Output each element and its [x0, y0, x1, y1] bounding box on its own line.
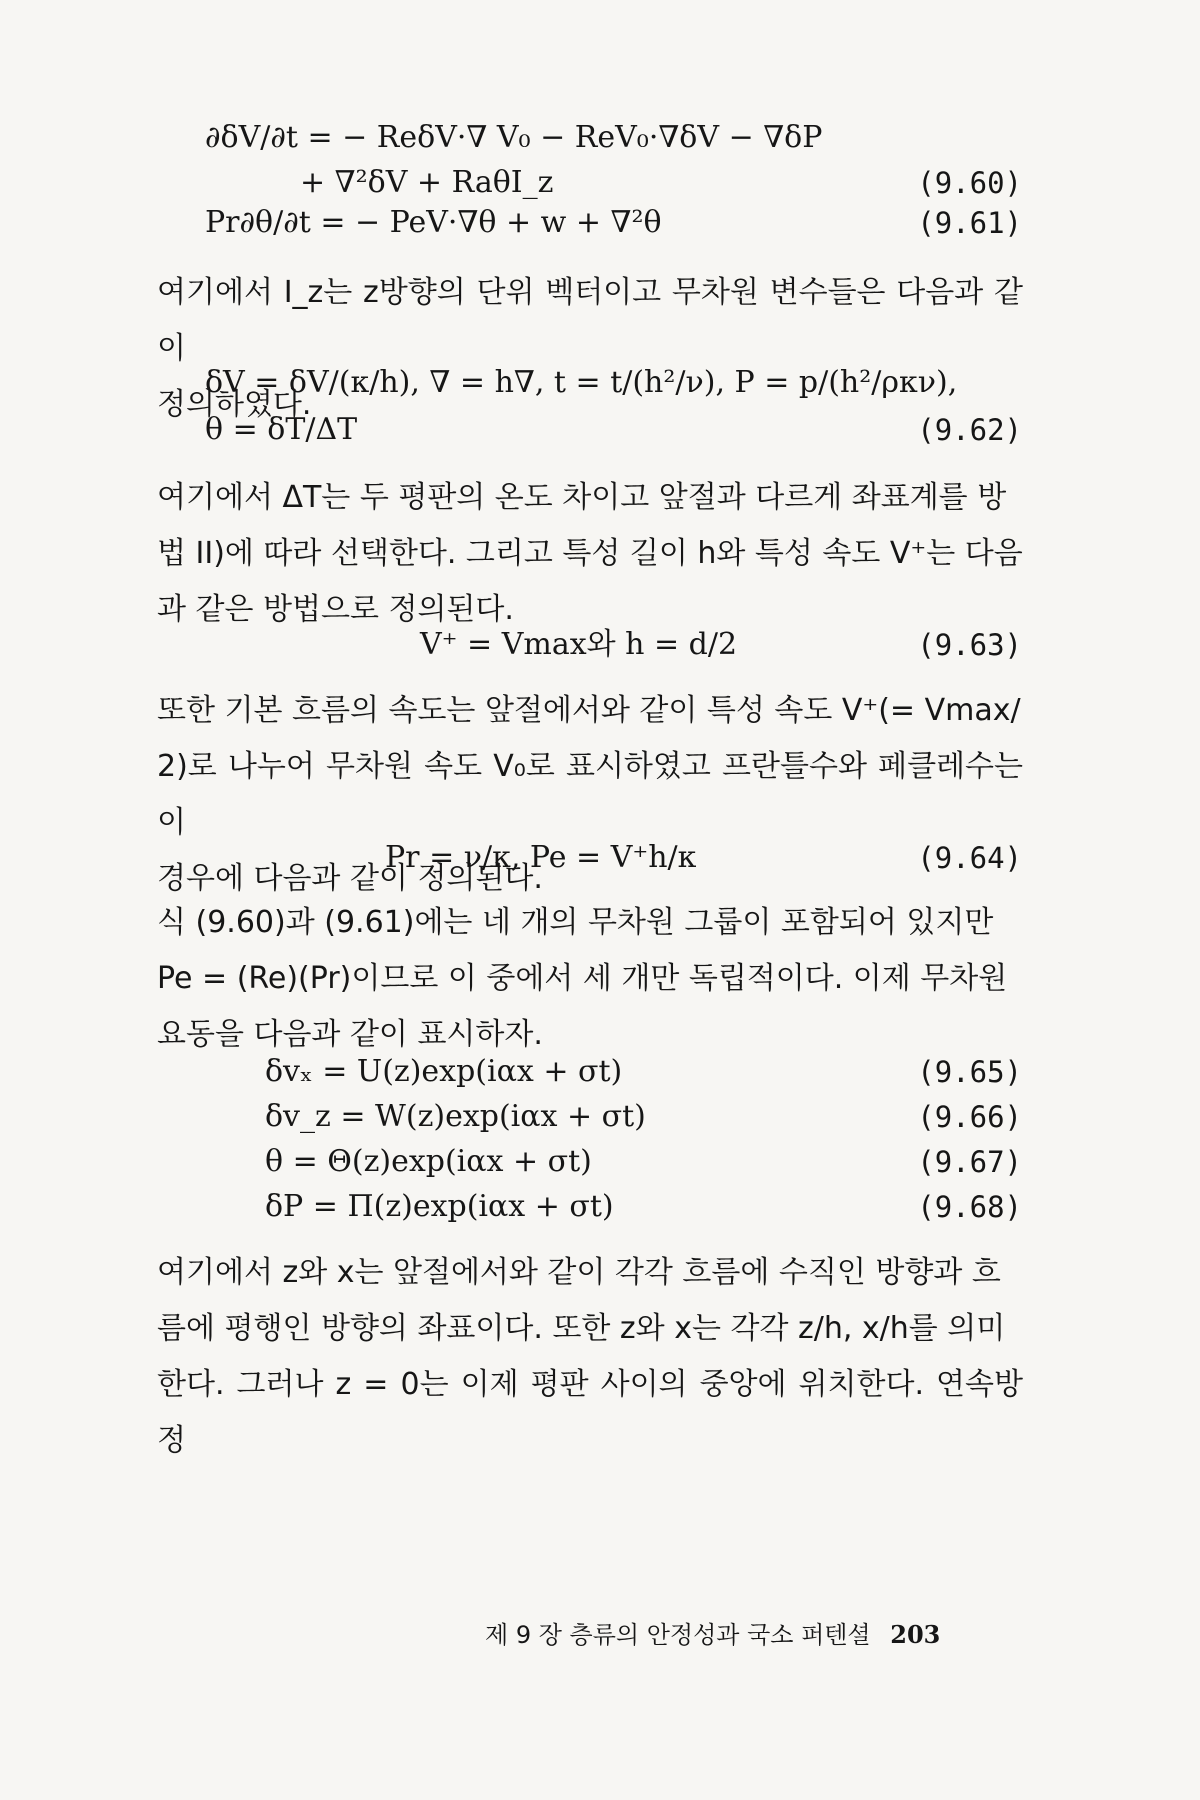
paragraph-line: 여기에서 I_z는 z방향의 단위 벡터이고 무차원 변수들은 다음과 같이	[157, 275, 1023, 366]
equation-9-60-line2: + ∇²δV + RaθI_z	[300, 165, 554, 200]
paragraph-line: Pe = (Re)(Pr)이므로 이 중에서 세 개만 독립적이다. 이제 무차원	[157, 961, 1008, 996]
paragraph-line: 여기에서 ΔT는 두 평판의 온도 차이고 앞절과 다르게 좌표계를 방	[157, 480, 1007, 515]
paragraph-2	[157, 470, 1023, 638]
equation-9-65: δvₓ = U(z)exp(iαx + σt)	[265, 1054, 623, 1089]
paragraph-line: 과 같은 방법으로 정의된다.	[157, 592, 514, 627]
running-footer	[485, 1615, 940, 1650]
equation-9-64: Pr = ν/κ, Pe = V⁺h/κ	[385, 840, 697, 875]
paragraph-line: 법 II)에 따라 선택한다. 그리고 특성 길이 h와 특성 속도 V⁺는 다음	[157, 536, 1023, 571]
paragraph-1	[157, 265, 1023, 433]
equation-9-60-line1: ∂δV/∂t = − ReδV·∇ V₀ − ReV₀·∇δV − ∇δP	[205, 120, 823, 155]
paragraph-line: 식 (9.60)과 (9.61)에는 네 개의 무차원 그룹이 포함되어 있지만	[157, 905, 994, 940]
paragraph-5	[157, 1245, 1023, 1469]
equation-number-9-67: (9.67)	[917, 1145, 1022, 1179]
equation-number-9-68: (9.68)	[917, 1190, 1022, 1224]
paragraph-4	[157, 895, 1023, 1063]
equation-9-66: δv_z = W(z)exp(iαx + σt)	[265, 1099, 646, 1134]
paragraph-line: 름에 평행인 방향의 좌표이다. 또한 z와 x는 각각 z/h, x/h를 의미	[157, 1311, 1006, 1346]
page-number: 203	[890, 1620, 941, 1649]
equation-9-61: Pr∂θ/∂t = − PeV·∇θ + w + ∇²θ	[205, 205, 662, 240]
paragraph-line: 2)로 나누어 무차원 속도 V₀로 표시하였고 프란틀수와 페클레수는 이	[157, 749, 1023, 840]
equation-number-9-66: (9.66)	[917, 1100, 1022, 1134]
equation-number-9-60: (9.60)	[917, 166, 1022, 200]
paragraph-line: 경우에 다음과 같이 정의된다.	[157, 861, 543, 896]
equation-number-9-61: (9.61)	[917, 206, 1022, 240]
equation-9-62-line1: δV = δV/(κ/h), ∇ = h∇, t = t/(h²/ν), P = p/(h²/ρκν),	[205, 365, 958, 400]
equation-9-62-line2: θ = δT/ΔT	[205, 412, 358, 447]
equation-9-63: V⁺ = Vmax와 h = d/2	[420, 627, 738, 662]
paragraph-line: 여기에서 z와 x는 앞절에서와 같이 각각 흐름에 수직인 방향과 흐	[157, 1255, 1001, 1290]
equation-9-67: θ = Θ(z)exp(iαx + σt)	[265, 1144, 592, 1179]
paragraph-line: 또한 기본 흐름의 속도는 앞절에서와 같이 특성 속도 V⁺(= Vmax/	[157, 693, 1021, 728]
equation-number-9-63: (9.63)	[917, 628, 1022, 662]
paragraph-line: 한다. 그러나 z = 0는 이제 평판 사이의 중앙에 위치한다. 연속방정	[157, 1367, 1023, 1458]
paragraph-line: 정의하였다.	[157, 387, 312, 422]
equation-number-9-64: (9.64)	[917, 841, 1022, 875]
equation-number-9-65: (9.65)	[917, 1055, 1022, 1089]
paragraph-line: 요동을 다음과 같이 표시하자.	[157, 1017, 543, 1052]
chapter-title: 제 9 장 층류의 안정성과 국소 퍼텐셜	[485, 1621, 871, 1649]
equation-number-9-62: (9.62)	[917, 413, 1022, 447]
equation-9-68: δP = Π(z)exp(iαx + σt)	[265, 1189, 614, 1224]
